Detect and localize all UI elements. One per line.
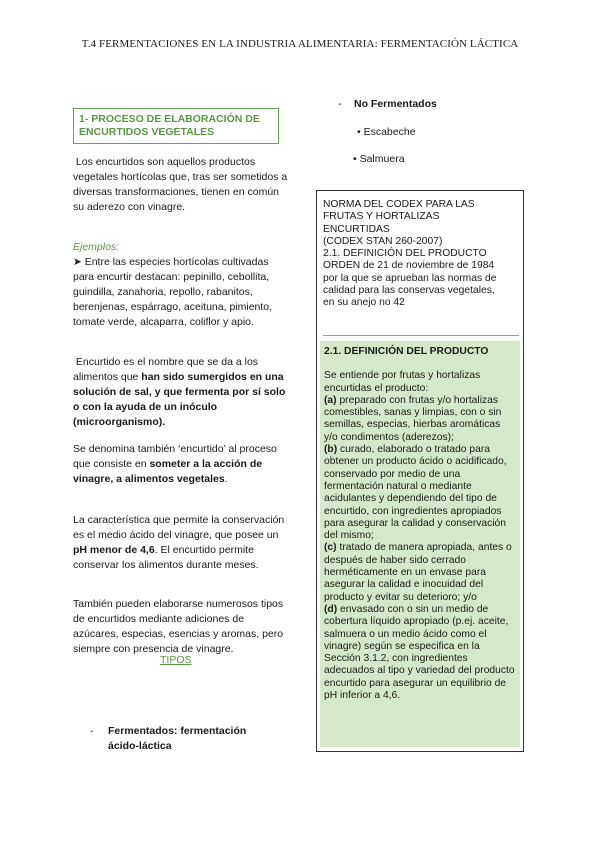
definition-item-b [324, 444, 516, 542]
paragraph-intro [73, 155, 288, 215]
examples-label: Ejemplos: [73, 241, 120, 253]
codex-header-line: (CODEX STAN 260-2007) [323, 235, 443, 247]
ph-bold: pH menor de 4,6 [73, 544, 155, 556]
paragraph-types: También pueden elaborarse numerosos tipos de encurtidos mediante adiciones de azúcares, especias, esencias y aromas, pero siempre con presencia de vinagre. [73, 598, 284, 655]
fermented-line-1: Fermentados: fermentación [108, 725, 247, 737]
process-end: . [224, 473, 228, 485]
codex-box [316, 190, 524, 752]
paragraph-ph [73, 513, 288, 573]
fermented-line-2: ácido-láctica [108, 740, 172, 752]
item-a-text: preparado con frutas y/o hortalizas comestibles, sanas y limpias, con o sin semillas, especias, hierbas aromáticas y/o condimentos (aderezos); [324, 394, 502, 443]
codex-header-line: 2.1. DEFINICIÓN DEL PRODUCTO [323, 248, 487, 260]
examples-text: ➤ Entre las especies hortícolas cultivadas para encurtir destacan: pepinillo, cebollita, guindilla, zanahoria, repollo, rabanitos, berenjenas, espárrago, aceituna, pimiento, tomate verde, alcaparra, coliflor y apio. [73, 256, 273, 328]
ph-end: . El encurtido permite conservar los alimentos durante meses. [73, 544, 259, 571]
intro-text: Los encurtidos son aquellos productos vegetales hortícolas que, tras ser sometidos a diversas transformaciones, tienen en común su aderezo con vinagre. [73, 156, 288, 213]
non-fermented-item [338, 98, 437, 110]
non-fermented-dash: - [338, 98, 342, 110]
types-heading: TIPOS [160, 654, 192, 666]
definition-item-a [324, 395, 516, 444]
paragraph-definition [73, 355, 288, 430]
codex-header-line: NORMA DEL CODEX PARA LAS [323, 199, 475, 210]
page-header: T.4 FERMENTACIONES EN LA INDUSTRIA ALIMENTARIA: FERMENTACIÓN LÁCTICA [81, 38, 519, 50]
codex-header-line: por la que se aprueban las normas de [323, 272, 497, 284]
sub-item-salmuera: • Salmuera [353, 153, 405, 165]
codex-divider [323, 335, 519, 336]
definition-item-c [324, 542, 516, 603]
paragraph-process [73, 442, 288, 487]
codex-header-line: ORDEN de 21 de noviembre de 1984 [323, 260, 495, 272]
item-d-label: (d) [324, 603, 338, 615]
fermented-item [90, 724, 246, 754]
item-d-text: envasado con o sin un medio de cobertura líquido apropiado (p.ej. aceite, salmuera o un medio ácido como el vinagre) según se especifica en la Sección 3.1.2, con ingredientes adecuados al tipo y variedad del producto encurtido para asegurar un equilibrio de pH inferior a 4,6. [324, 603, 515, 702]
item-c-label: (c) [324, 542, 337, 554]
item-b-text: curado, elaborado o tratado para obtener un producto ácido o acidificado, conservado por medio de una fermentación natural o mediante acidulantes y dependiendo del tipo de encurtido, con ingredientes apropiados para asegurar la calidad y conservación del mismo; [324, 444, 507, 542]
ph-text: La característica que permite la conservación es el medio ácido del vinagre, que posee un [73, 514, 285, 541]
item-b-label: (b) [324, 444, 338, 456]
definition-title: 2.1. DEFINICIÓN DEL PRODUCTO [324, 346, 489, 357]
sub-item-escabeche: • Escabeche [357, 126, 416, 138]
non-fermented-label: No Fermentados [354, 98, 437, 110]
codex-header-line: ENCURTIDAS [323, 223, 390, 235]
codex-header [323, 199, 519, 310]
codex-definition-panel [320, 341, 520, 747]
definition-intro: Se entiende por frutas y hortalizas encurtidas el producto: [324, 370, 481, 394]
process-text: Se denomina también ‘encurtido’ al proceso que consiste en [73, 443, 277, 470]
codex-header-line: calidad para las conservas vegetales, [323, 285, 495, 297]
fermented-dash: - [90, 725, 94, 737]
section-title: 1- PROCESO DE ELABORACIÓN DE ENCURTIDOS VEGETALES [73, 108, 279, 144]
codex-header-line: en su anejo no 42 [323, 297, 405, 309]
codex-header-line: FRUTAS Y HORTALIZAS [323, 211, 440, 223]
definition-bold: han sido sumergidos en una solución de sal, y que fermenta por sí solo o con la ayuda de un inóculo (microorganismo). [73, 371, 286, 428]
definition-text: Encurtido es el nombre que se da a los alimentos que [73, 356, 259, 383]
item-c-text: tratado de manera apropiada, antes o después de haber sido cerrado herméticamente en un envase para asegurar la calidad e inocuidad del producto y evitar su deterioro; y/o [324, 542, 512, 603]
item-a-label: (a) [324, 394, 337, 406]
process-bold: someter a la acción de vinagre, a alimentos vegetales [73, 458, 263, 485]
definition-item-d [324, 604, 516, 702]
